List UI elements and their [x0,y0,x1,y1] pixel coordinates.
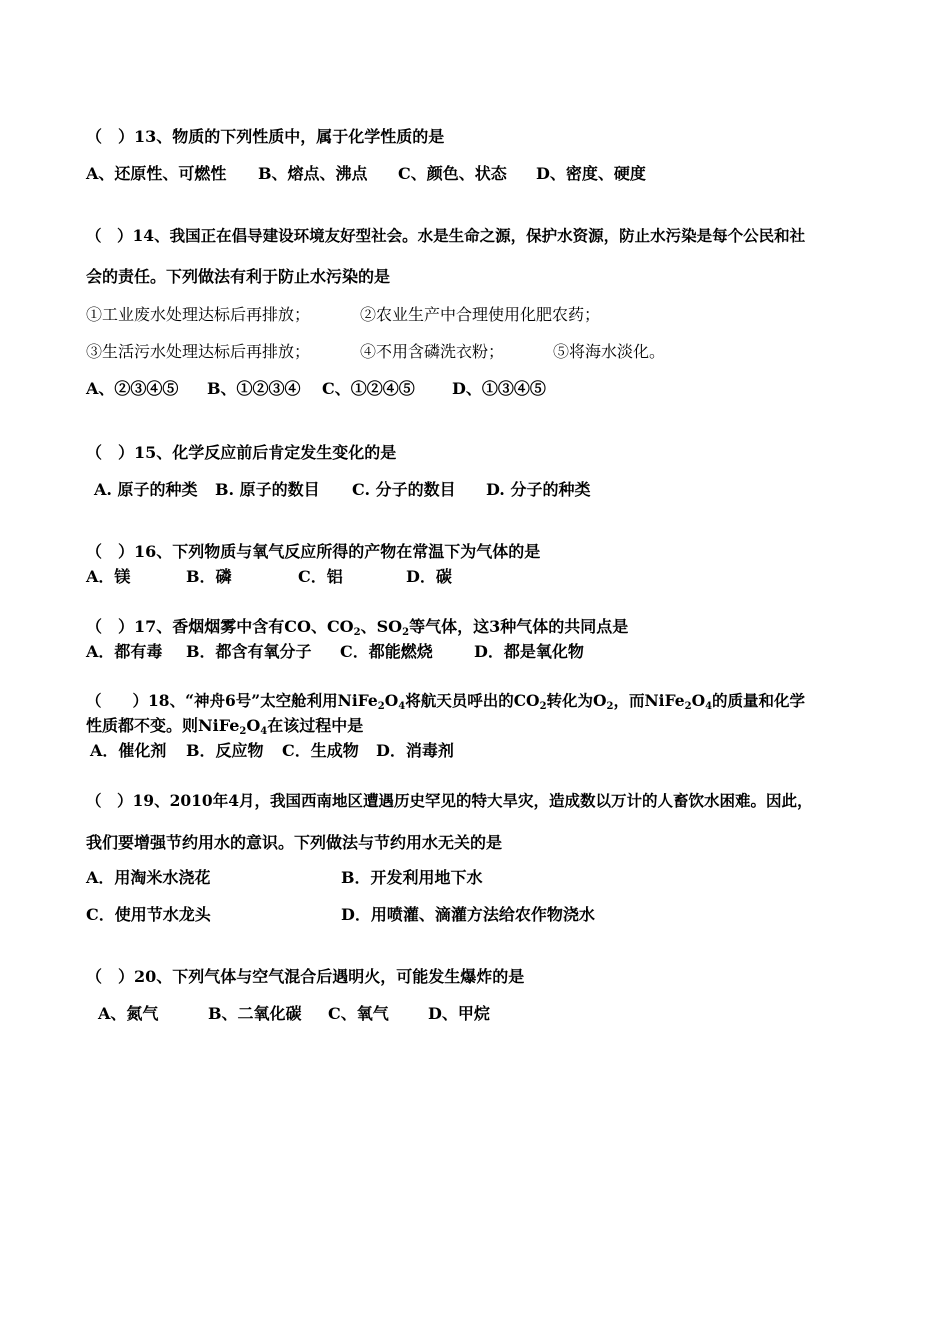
q14-item-5: ⑤将海水淡化。 [553,342,666,361]
q15-option-b: B. 原子的数目 [215,480,320,499]
q15-option-a: A. 原子的种类 [94,480,198,499]
q17-option-b: B．都含有氧分子 [186,642,312,661]
q20-option-b: B、二氧化碳 [208,1004,302,1023]
q14-stem-line1: （ ）14、我国正在倡导建设环境友好型社会。水是生命之源，保护水资源，防止水污染是每个公民和社 [86,226,806,245]
q14-option-b: B、①②③④ [207,379,301,398]
q14-option-d: D、①③④⑤ [452,379,546,398]
q14-stem-line2: 会的责任。下列做法有利于防止水污染的是 [86,267,391,286]
q17-option-c: C．都能燃烧 [340,642,433,661]
q18-option-d: D．消毒剂 [376,741,454,760]
q13-option-b: B、熔点、沸点 [258,164,368,183]
q16-option-a: A．镁 [86,567,131,586]
q13-option-a: A、还原性、可燃性 [86,164,227,183]
q15-option-d: D. 分子的种类 [486,480,591,499]
q19-option-b: B．开发利用地下水 [341,868,483,887]
q13-option-c: C、颜色、状态 [398,164,507,183]
q18-stem-line1: （ ）18、“神舟6号”太空舱利用$NiFe_2O_4$将航天员呼出的$CO_2$转化为$O_2$，而$NiFe_2O_4$的质量和化学 [86,691,806,712]
q19-stem-line2: 我们要增强节约用水的意识。下列做法与节约用水无关的是 [86,833,503,852]
q18-option-b: B．反应物 [186,741,264,760]
q17-option-a: A．都有毒 [86,642,163,661]
q16-option-b: B．磷 [186,567,232,586]
q16-option-d: D．碳 [406,567,452,586]
q14-option-c: C、①②④⑤ [322,379,415,398]
q20-option-a: A、氮气 [98,1004,159,1023]
q19-option-c: C．使用节水龙头 [86,905,211,924]
q20-option-c: C、氧气 [328,1004,389,1023]
q14-option-a: A、②③④⑤ [86,379,179,398]
q14-item-1: ①工业废水处理达标后再排放； [86,305,311,324]
q19-option-d: D．用喷灌、滴灌方法给农作物浇水 [341,905,595,924]
q15-option-c: C. 分子的数目 [352,480,456,499]
q14-item-3: ③生活污水处理达标后再排放； [86,342,311,361]
q16-option-c: C．铝 [298,567,343,586]
q19-option-a: A．用淘米水浇花 [86,868,211,887]
q18-option-c: C．生成物 [282,741,359,760]
q17-stem: （ ）17、香烟烟雾中含有CO、$CO_2$、$SO_2$等气体，这3种气体的共同点是 [86,617,629,638]
q18-stem-line2: 性质都不变。则$NiFe_2O_4$在该过程中是 [86,716,364,737]
q14-item-2: ②农业生产中合理使用化肥农药； [360,305,601,324]
q15-stem: （ ）15、化学反应前后肯定发生变化的是 [86,443,397,462]
q16-stem: （ ）16、下列物质与氧气反应所得的产物在常温下为气体的是 [86,542,541,561]
q13-option-d: D、密度、硬度 [536,164,646,183]
q18-option-a: A．催化剂 [90,741,167,760]
q13-stem: （ ）13、物质的下列性质中，属于化学性质的是 [86,127,445,146]
q14-item-4: ④不用含磷洗衣粉； [360,342,505,361]
q17-option-d: D．都是氧化物 [474,642,584,661]
q19-stem-line1: （ ）19、2010年4月，我国西南地区遭遇历史罕见的特大旱灾，造成数以万计的人畜饮水困难。因此， [86,791,813,810]
q20-option-d: D、甲烷 [428,1004,490,1023]
q20-stem: （ ）20、下列气体与空气混合后遇明火，可能发生爆炸的是 [86,967,525,986]
